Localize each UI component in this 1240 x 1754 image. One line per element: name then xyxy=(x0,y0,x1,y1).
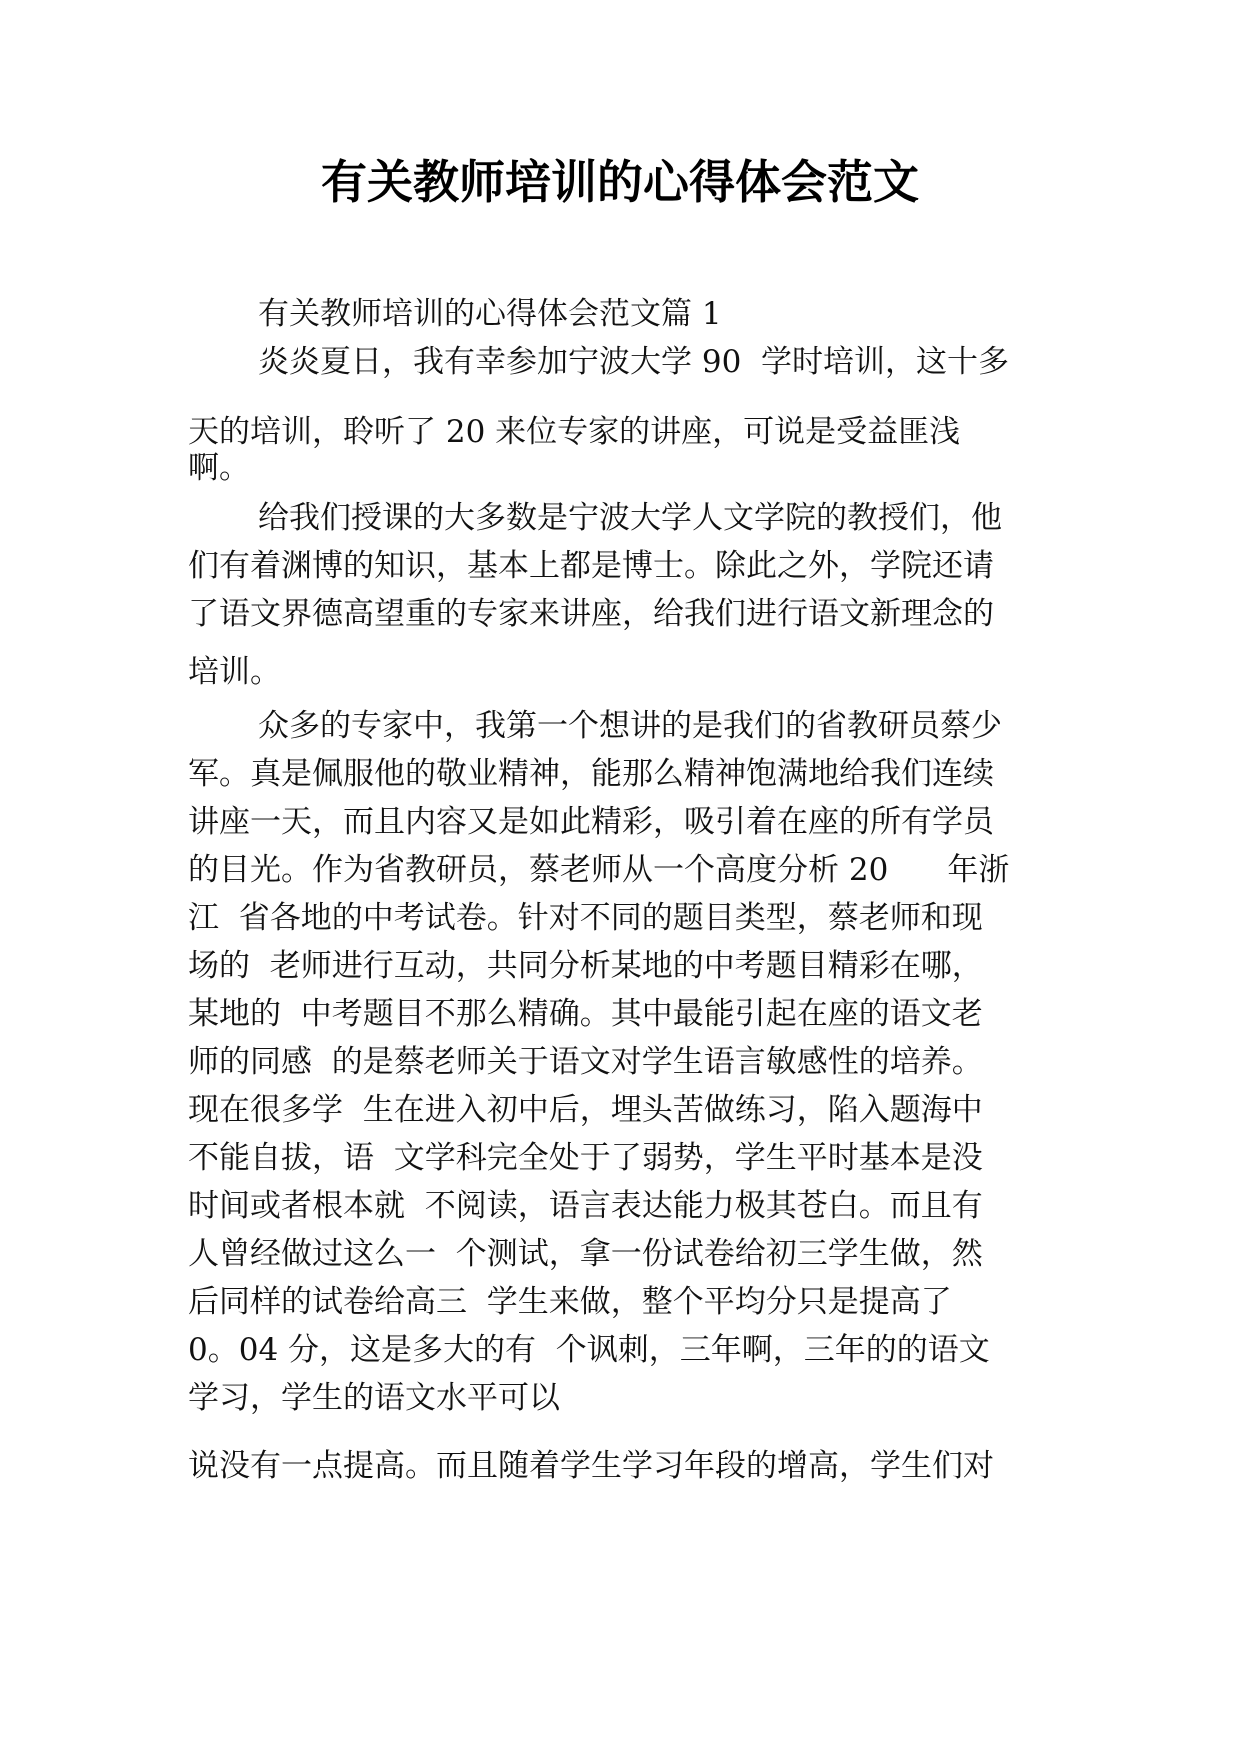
section-heading: 有关教师培训的心得体会范文篇 1 xyxy=(258,296,722,332)
paragraph-line: 们有着渊博的知识，基本上都是博士。除此之外，学院还请 xyxy=(188,548,994,584)
paragraph-line: 天的培训，聆听了 20 来位专家的讲座，可说是受益匪浅 xyxy=(188,414,961,450)
paragraph-line: 现在很多学 生在进入初中后，埋头苦做练习，陷入题海中 xyxy=(188,1092,983,1128)
paragraph-line: 炎炎夏日，我有幸参加宁波大学 90 学时培训，这十多 xyxy=(258,344,1010,380)
paragraph-line: 啊。 xyxy=(188,450,250,486)
document-title: 有关教师培训的心得体会范文 xyxy=(321,155,919,209)
paragraph-line: 学习，学生的语文水平可以 xyxy=(188,1380,560,1416)
paragraph-line: 培训。 xyxy=(188,654,281,690)
paragraph-line: 给我们授课的大多数是宁波大学人文学院的教授们，他 xyxy=(258,500,1002,536)
paragraph-line: 众多的专家中，我第一个想讲的是我们的省教研员蔡少 xyxy=(258,708,1002,744)
paragraph-line: 说没有一点提高。而且随着学生学习年段的增高，学生们对 xyxy=(188,1448,994,1484)
paragraph-line: 军。真是佩服他的敬业精神，能那么精神饱满地给我们连续 xyxy=(188,756,994,792)
paragraph-line: 江 省各地的中考试卷。针对不同的题目类型，蔡老师和现 xyxy=(188,900,983,936)
paragraph-line: 了语文界德高望重的专家来讲座，给我们进行语文新理念的 xyxy=(188,596,994,632)
paragraph-line: 师的同感 的是蔡老师关于语文对学生语言敏感性的培养。 xyxy=(188,1044,983,1080)
paragraph-line: 讲座一天，而且内容又是如此精彩，吸引着在座的所有学员 xyxy=(188,804,994,840)
paragraph-line: 场的 老师进行互动，共同分析某地的中考题目精彩在哪， xyxy=(188,948,983,984)
paragraph-line: 的目光。作为省教研员，蔡老师从一个高度分析 20 年浙 xyxy=(188,852,1010,888)
paragraph-line: 时间或者根本就 不阅读，语言表达能力极其苍白。而且有 xyxy=(188,1188,983,1224)
paragraph-line: 人曾经做过这么一 个测试，拿一份试卷给初三学生做，然 xyxy=(188,1236,983,1272)
paragraph-line: 后同样的试卷给高三 学生来做，整个平均分只是提高了 xyxy=(188,1284,952,1320)
paragraph-line: 不能自拔，语 文学科完全处于了弱势，学生平时基本是没 xyxy=(188,1140,983,1176)
paragraph-line: 某地的 中考题目不那么精确。其中最能引起在座的语文老 xyxy=(188,996,983,1032)
paragraph-line: 0。04 分，这是多大的有 个讽刺，三年啊，三年的的语文 xyxy=(188,1332,990,1368)
